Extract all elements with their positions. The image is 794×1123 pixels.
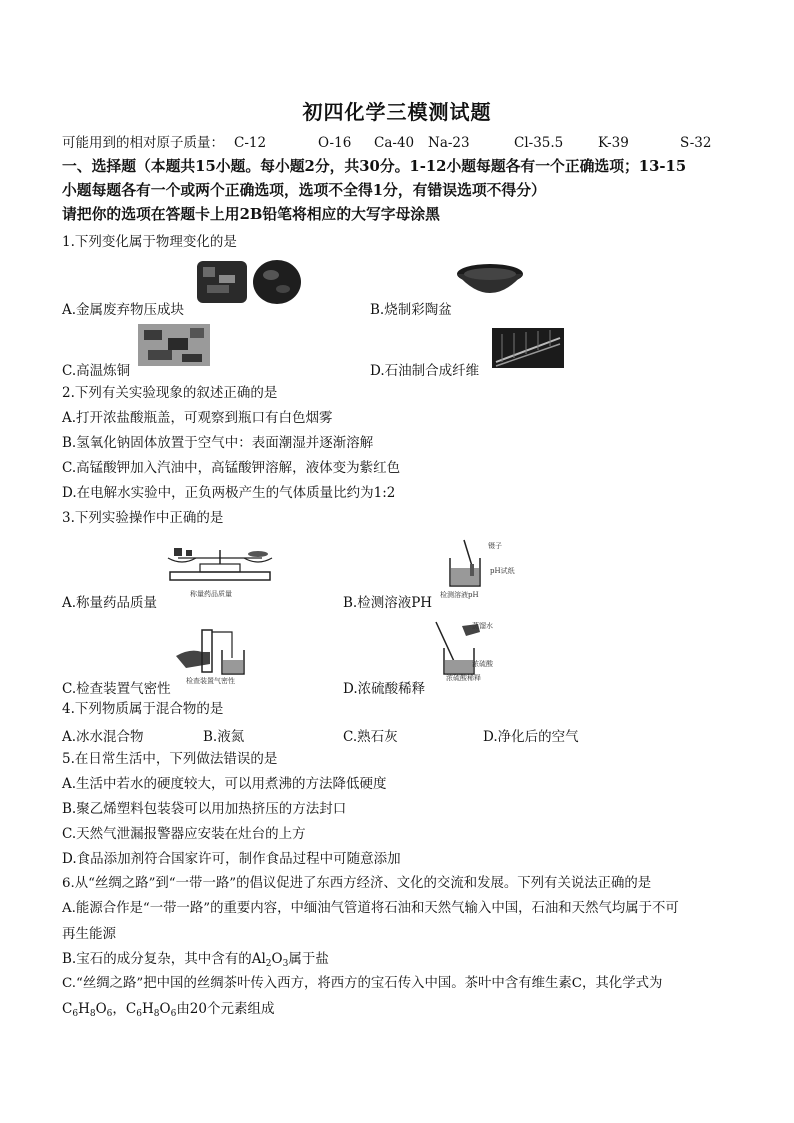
q3-option-a: A.称量药品质量 (62, 595, 158, 611)
q6-option-c-suffix: 由20个元素组成 (176, 1001, 275, 1017)
q4-option-c: C.熟石灰 (343, 729, 398, 745)
q1-option-a: A.金属废弃物压成块 (62, 302, 185, 318)
atomic-masses-label: 可能用到的相对原子质量： (62, 135, 224, 151)
formula-1-h-sub: 8 (89, 1009, 96, 1019)
page-title: 初四化学三模测试题 (302, 100, 492, 124)
q3-fig-d-label-water: 蒸馏水 (472, 622, 493, 630)
q1-fig-b-pottery-bowl (455, 262, 525, 302)
atomic-mass-c: C-12 (234, 135, 267, 151)
atomic-mass-o: O-16 (318, 135, 352, 151)
q2-option-c: C.高锰酸钾加入汽油中，高锰酸钾溶解，液体变为紫红色 (62, 460, 401, 476)
q5-stem: 5.在日常生活中，下列做法错误的是 (62, 751, 278, 767)
q2-option-b: B.氢氧化钠固体放置于空气中：表面潮湿并逐渐溶解 (62, 435, 374, 451)
q1-option-d: D.石油制合成纤维 (370, 363, 480, 379)
q3-fig-b-caption: 检测溶液pH (440, 591, 479, 599)
q5-option-b: B.聚乙烯塑料包装袋可以用加热挤压的方法封口 (62, 801, 347, 817)
q6-stem: 6.从“丝绸之路”到“一带一路”的倡议促进了东西方经济、文化的交流和发展。下列有关说法正确的是 (62, 876, 652, 891)
q3-option-d: D.浓硫酸稀释 (343, 681, 426, 697)
q3-fig-c-caption: 检查装置气密性 (186, 677, 235, 685)
q3-stem: 3.下列实验操作中正确的是 (62, 510, 224, 526)
formula-1-o-sub: 6 (106, 1009, 113, 1019)
formula-1-c: C (62, 1001, 73, 1017)
q4-option-a: A.冰水混合物 (62, 729, 144, 745)
q3-fig-d-label-acid: 浓硫酸 (472, 660, 493, 668)
formula-1-h: H (78, 1001, 90, 1017)
q6-option-b-suffix: 属于盐 (288, 951, 329, 967)
q1-fig-c-copper-smelting (138, 324, 210, 366)
q3-fig-a-balance (160, 536, 280, 590)
atomic-mass-ca: Ca-40 (374, 135, 415, 151)
q3-option-b: B.检测溶液PH (343, 595, 433, 611)
q2-option-a: A.打开浓盐酸瓶盖，可观察到瓶口有白色烟雾 (62, 410, 333, 426)
q6-option-b-prefix: B.宝石的成分复杂，其中含有的Al (62, 951, 266, 967)
q3-fig-a-caption: 称量药品质量 (190, 590, 232, 598)
q6-option-b-sub1: 2 (265, 959, 272, 969)
formula-2-o-sub: 6 (170, 1009, 177, 1019)
q6-option-a-line1: A.能源合作是“一带一路”的重要内容，中缅油气管道将石油和天然气输入中国，石油和天然气均属于不可 (62, 901, 679, 916)
q1-fig-d-synthetic-fiber (492, 328, 564, 368)
section-instructions-1: 一、选择题（本题共15小题。每小题2分，共30分。1-12小题每题各有一个正确选项；13-15 (62, 158, 687, 175)
q6-option-b-sub2: 3 (282, 959, 289, 969)
q1-option-b: B.烧制彩陶盆 (370, 302, 452, 318)
q2-option-d: D.在电解水实验中，正负两极产生的气体质量比约为1:2 (62, 485, 396, 501)
section-instructions-3: 请把你的选项在答题卡上用2B铅笔将相应的大写字母涂黑 (62, 206, 440, 223)
q3-option-c: C.检查装置气密性 (62, 681, 171, 697)
q6-option-a-line2: 再生能源 (62, 926, 116, 942)
formula-2-o: O (159, 1001, 171, 1017)
q4-stem: 4.下列物质属于混合物的是 (62, 701, 224, 717)
q4-option-d: D.净化后的空气 (483, 729, 579, 745)
q1-stem: 1.下列变化属于物理变化的是 (62, 234, 237, 250)
q6-option-c-line1: C.“丝绸之路”把中国的丝绸茶叶传入西方，将西方的宝石传入中国。茶叶中含有维生素C，其化学式为 (62, 976, 663, 991)
atomic-masses-line (62, 134, 742, 152)
section-instructions-2: 小题每题各有一个或两个正确选项，选项不全得1分，有错误选项不得分） (62, 182, 546, 199)
atomic-mass-s: S-32 (680, 135, 712, 151)
q5-option-a: A.生活中若水的硬度较大，可以用煮沸的方法降低硬度 (62, 776, 387, 792)
q3-fig-c-airtightness (176, 622, 248, 678)
formula-separator: ， (112, 1001, 126, 1017)
atomic-mass-k: K-39 (598, 135, 629, 151)
atomic-mass-cl: Cl-35.5 (514, 135, 564, 151)
q5-option-c: C.天然气泄漏报警器应安装在灶台的上方 (62, 826, 306, 842)
q3-fig-d-caption: 浓硫酸稀释 (446, 674, 481, 682)
q6-option-c-line2 (62, 1000, 275, 1023)
q6-option-b (62, 950, 329, 973)
formula-2-h: H (141, 1001, 154, 1017)
formula-2-h-sub: 8 (153, 1009, 160, 1019)
formula-2-c-sub: 6 (136, 1009, 142, 1019)
formula-2-c: C (125, 1001, 137, 1017)
formula-1-o: O (95, 1001, 107, 1017)
q3-fig-b-label-tweezers: 镊子 (488, 542, 502, 550)
q3-fig-b-label-paper: pH试纸 (490, 567, 515, 575)
q4-option-b: B.液氮 (203, 729, 245, 745)
q1-fig-a-metal-blocks (195, 257, 305, 305)
q2-stem: 2.下列有关实验现象的叙述正确的是 (62, 385, 278, 401)
formula-1-c-sub: 6 (72, 1009, 79, 1019)
q5-option-d: D.食品添加剂符合国家许可，制作食品过程中可随意添加 (62, 851, 401, 867)
q6-option-b-mid: O (271, 951, 283, 967)
atomic-mass-na: Na-23 (428, 135, 470, 151)
q1-option-c: C.高温炼铜 (62, 363, 131, 379)
